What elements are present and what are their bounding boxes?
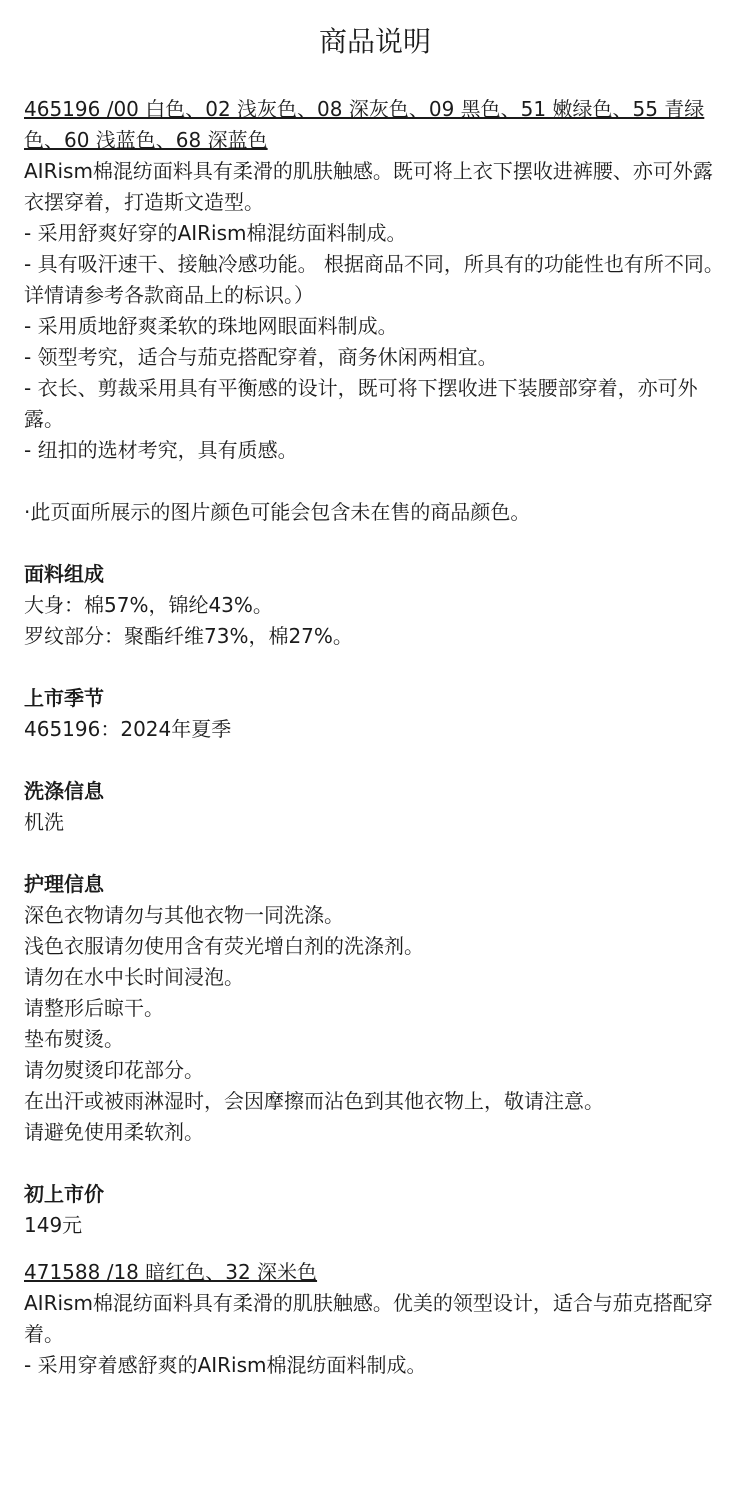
material-heading: 面料组成 (24, 562, 104, 586)
page-title: 商品说明 (318, 25, 431, 58)
feature-item: - 领型考究，适合与茄克搭配穿着，商务休闲两相宜。 (24, 345, 498, 369)
price-value: 149元 (24, 1213, 83, 1237)
season-heading: 上市季节 (24, 686, 104, 710)
variant-code-link[interactable]: 471588 /18 暗红色、32 深米色 (24, 1260, 318, 1284)
feature-item: - 纽扣的选材考究，具有质感。 (24, 438, 298, 462)
spacer (24, 466, 726, 497)
care-line: 请勿在水中长时间浸泡。 (24, 965, 244, 989)
feature-item: - 采用质地舒爽柔软的珠地网眼面料制成。 (24, 314, 398, 338)
wash-value: 机洗 (24, 810, 64, 834)
material-line: 罗纹部分：聚酯纤维73%，棉27%。 (24, 624, 353, 648)
care-line: 请勿熨烫印花部分。 (24, 1058, 204, 1082)
product-intro: AIRism棉混纺面料具有柔滑的肌肤触感。优美的领型设计，适合与茄克搭配穿着。 (24, 1291, 713, 1346)
care-heading: 护理信息 (24, 872, 104, 896)
care-line: 请避免使用柔软剂。 (24, 1120, 204, 1144)
care-line: 在出汗或被雨淋湿时，会因摩擦而沾色到其他衣物上，敬请注意。 (24, 1089, 604, 1113)
price-heading: 初上市价 (24, 1182, 104, 1206)
color-disclaimer: ·此页面所展示的图片颜色可能会包含未在售的商品颜色。 (24, 500, 531, 524)
variant-code-link[interactable]: 465196 /00 白色、02 浅灰色、08 深灰色、09 黑色、51 嫩绿色、55 青绿色、60 浅蓝色、68 深蓝色 (24, 97, 705, 152)
feature-item: - 具有吸汗速干、接触冷感功能。 根据商品不同，所具有的功能性也有所不同。详情请参考各款商品上的标识。） (24, 252, 724, 307)
feature-item: - 衣长、剪裁采用具有平衡感的设计，既可将下摆收进下装腰部穿着，亦可外露。 (24, 376, 698, 431)
care-line: 请整形后晾干。 (24, 996, 164, 1020)
care-line: 浅色衣服请勿使用含有荧光增白剂的洗涤剂。 (24, 934, 424, 958)
wash-heading: 洗涤信息 (24, 779, 104, 803)
season-value: 465196：2024年夏季 (24, 717, 232, 741)
material-line: 大身：棉57%，锦纶43%。 (24, 593, 273, 617)
feature-item: - 采用舒爽好穿的AIRism棉混纺面料制成。 (24, 221, 407, 245)
care-line: 深色衣物请勿与其他衣物一同洗涤。 (24, 903, 344, 927)
feature-item: - 采用穿着感舒爽的AIRism棉混纺面料制成。 (24, 1353, 427, 1377)
product-intro: AIRism棉混纺面料具有柔滑的肌肤触感。既可将上衣下摆收进裤腰、亦可外露衣摆穿着，打造斯文造型。 (24, 159, 713, 214)
care-line: 垫布熨烫。 (24, 1027, 124, 1051)
